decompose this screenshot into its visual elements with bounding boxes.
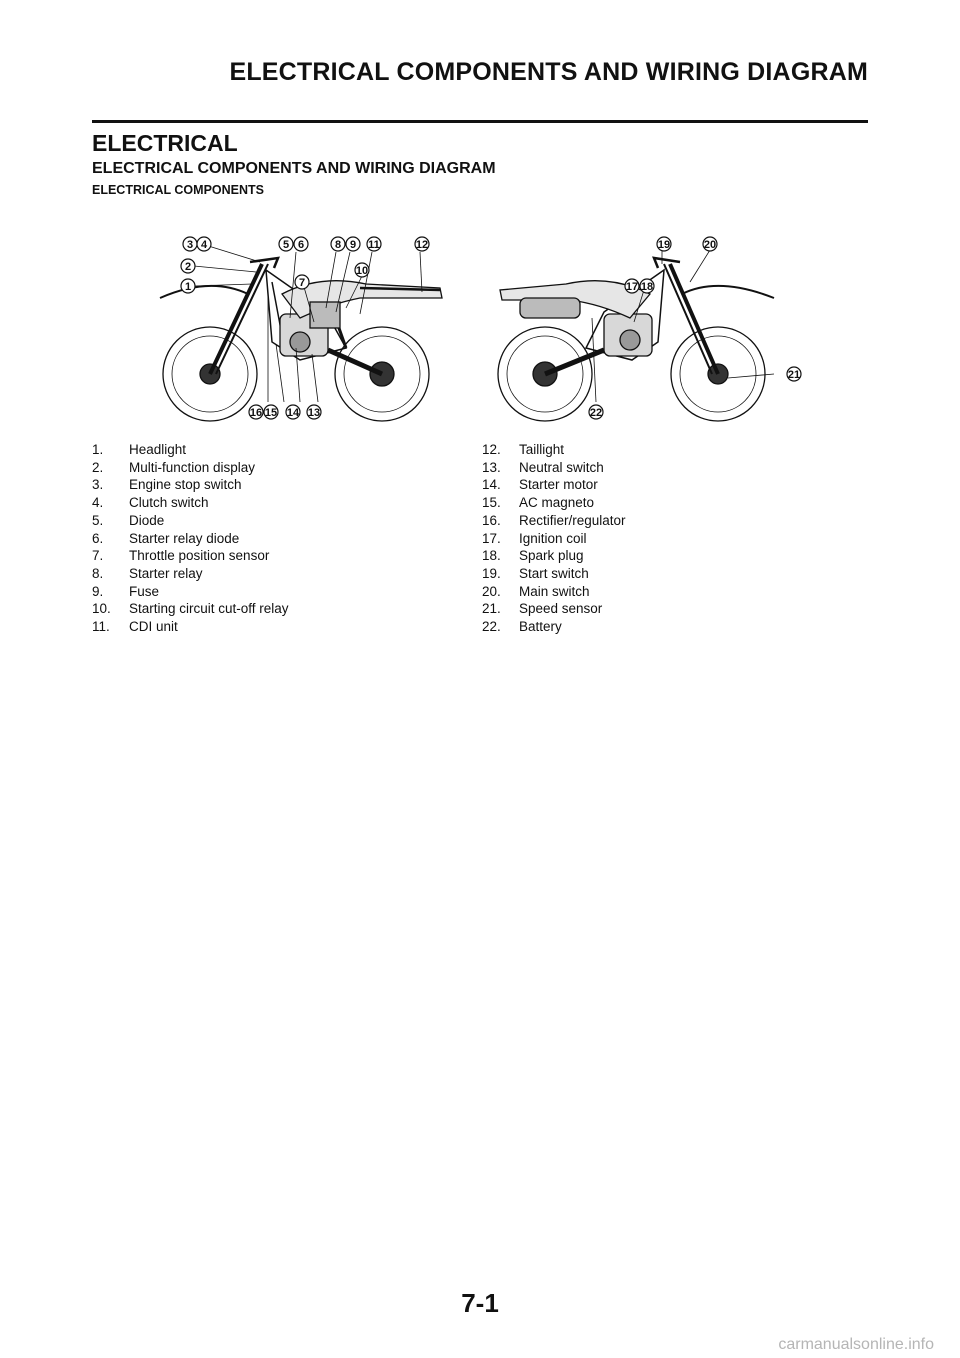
- legend-item: [482, 476, 626, 494]
- callout-8: [331, 237, 345, 251]
- legend-item: [482, 565, 626, 583]
- svg-text:21: 21: [787, 369, 801, 381]
- legend-num: 19.: [482, 565, 501, 581]
- callout-14: [286, 405, 300, 419]
- legend-label: Engine stop switch: [129, 477, 242, 493]
- callout-11: [367, 237, 381, 251]
- legend-label: Speed sensor: [519, 601, 603, 617]
- watermark: carmanualsonline.info: [778, 1336, 934, 1353]
- legend-item: [482, 547, 626, 565]
- callout-22: [589, 405, 603, 419]
- legend-label: Battery: [519, 619, 562, 635]
- legend-num: 20.: [482, 583, 501, 599]
- callout-5: [279, 237, 293, 251]
- legend-num: 12.: [482, 442, 501, 457]
- legend-num: 17.: [482, 530, 501, 546]
- legend-label: CDI unit: [129, 619, 178, 635]
- legend-item: [482, 618, 626, 636]
- legend-label: Throttle position sensor: [129, 548, 270, 564]
- legend-label: Multi-function display: [129, 459, 256, 475]
- legend-item: [482, 459, 626, 477]
- svg-text:4: 4: [200, 239, 208, 251]
- legend-label: Ignition coil: [519, 530, 587, 546]
- svg-text:12: 12: [415, 239, 429, 251]
- legend-item: [92, 530, 289, 548]
- legend-item: [92, 441, 289, 459]
- section-subtitle: ELECTRICAL COMPONENTS AND WIRING DIAGRAM: [92, 160, 496, 177]
- callout-19: [657, 237, 671, 251]
- callout-20: [703, 237, 717, 251]
- svg-text:5: 5: [282, 239, 290, 251]
- legend-item: [92, 565, 289, 583]
- callout-9: [346, 237, 360, 251]
- page-number: 7-1: [461, 1288, 499, 1318]
- legend-num: 6.: [92, 530, 104, 546]
- running-header: ELECTRICAL COMPONENTS AND WIRING DIAGRAM: [229, 58, 868, 86]
- legend-num: 10.: [92, 601, 111, 617]
- legend-item: [92, 476, 289, 494]
- legend-left: [92, 441, 289, 636]
- legend-item: [92, 512, 289, 530]
- callout-17: [625, 279, 639, 293]
- legend-num: 15.: [482, 495, 501, 511]
- legend-label: Rectifier/regulator: [519, 512, 626, 528]
- svg-text:7: 7: [298, 277, 306, 289]
- motorcycle-figure: [150, 222, 810, 432]
- legend-num: 8.: [92, 565, 104, 581]
- legend-label: Neutral switch: [519, 459, 604, 475]
- callout-2: [181, 259, 195, 273]
- legend-label: Diode: [129, 512, 165, 528]
- legend-label: Starter motor: [519, 477, 598, 493]
- legend-num: 1.: [92, 442, 104, 457]
- legend-label: Starter relay: [129, 565, 203, 581]
- legend-item: [92, 600, 289, 618]
- svg-text:19: 19: [657, 239, 671, 251]
- legend-item: [482, 494, 626, 512]
- legend-item: [92, 583, 289, 601]
- svg-text:11: 11: [368, 239, 380, 251]
- legend-item: [482, 512, 626, 530]
- legend-num: 21.: [482, 601, 501, 617]
- svg-text:20: 20: [703, 239, 717, 251]
- legend-label: Start switch: [519, 565, 589, 581]
- svg-text:17: 17: [625, 281, 639, 293]
- callout-1: [181, 279, 195, 293]
- legend-num: 5.: [92, 512, 104, 528]
- legend-num: 18.: [482, 548, 501, 564]
- svg-text:15: 15: [264, 407, 278, 419]
- legend-num: 13.: [482, 459, 501, 475]
- legend-label: Clutch switch: [129, 495, 209, 511]
- callout-10: [355, 263, 369, 277]
- svg-text:2: 2: [184, 261, 192, 273]
- svg-text:16: 16: [249, 407, 263, 419]
- legend-item: [482, 583, 626, 601]
- svg-text:6: 6: [297, 239, 305, 251]
- legend-label: Starting circuit cut-off relay: [129, 601, 289, 617]
- legend-item: [92, 494, 289, 512]
- callout-21: [787, 367, 801, 381]
- svg-text:8: 8: [334, 239, 342, 251]
- callout-18: [640, 279, 654, 293]
- svg-text:10: 10: [355, 265, 369, 277]
- callout-16: [249, 405, 263, 419]
- legend-item: [92, 459, 289, 477]
- legend-item: [92, 547, 289, 565]
- callout-3: [183, 237, 197, 251]
- svg-text:3: 3: [186, 239, 194, 251]
- callout-15: [264, 405, 278, 419]
- section-subsubtitle: ELECTRICAL COMPONENTS: [92, 183, 264, 197]
- legend-label: Main switch: [519, 583, 590, 599]
- legend-label: AC magneto: [519, 495, 595, 511]
- svg-text:22: 22: [589, 407, 603, 419]
- legend-num: 16.: [482, 512, 501, 528]
- legend-right: [482, 441, 626, 636]
- callout-7: [295, 275, 309, 289]
- legend-num: 7.: [92, 548, 104, 564]
- callout-12: [415, 237, 429, 251]
- svg-text:13: 13: [307, 407, 321, 419]
- legend-label: Taillight: [519, 442, 565, 457]
- legend-label: Starter relay diode: [129, 530, 240, 546]
- legend-label: Fuse: [129, 583, 160, 599]
- legend-label: Headlight: [129, 442, 187, 457]
- legend-item: [482, 530, 626, 548]
- legend-num: 4.: [92, 495, 104, 511]
- callout-13: [307, 405, 321, 419]
- callout-6: [294, 237, 308, 251]
- legend-num: 3.: [92, 477, 104, 493]
- svg-text:14: 14: [286, 407, 300, 419]
- motorcycle-illustration: [150, 222, 810, 432]
- legend-num: 22.: [482, 619, 501, 635]
- legend-item: [482, 600, 626, 618]
- legend-num: 14.: [482, 477, 501, 493]
- header-rule: [92, 120, 868, 123]
- svg-text:9: 9: [349, 239, 357, 251]
- legend-num: 2.: [92, 459, 104, 475]
- svg-text:1: 1: [184, 281, 192, 293]
- section-title: ELECTRICAL: [92, 130, 238, 156]
- legend-item: [92, 618, 289, 636]
- callout-4: [197, 237, 211, 251]
- legend-num: 9.: [92, 583, 104, 599]
- legend-item: [482, 441, 626, 459]
- svg-text:18: 18: [640, 281, 654, 293]
- legend-label: Spark plug: [519, 548, 584, 564]
- legend-num: 11.: [92, 619, 110, 635]
